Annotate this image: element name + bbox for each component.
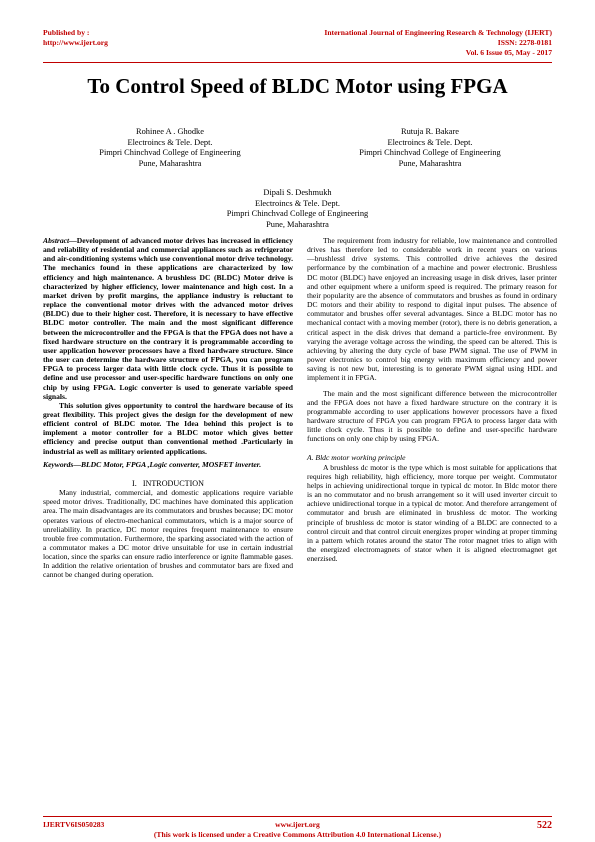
author-name: Rutuja R. Bakare — [401, 127, 459, 136]
header-rule — [43, 62, 552, 63]
paper-title: To Control Speed of BLDC Motor using FPGA — [87, 74, 508, 98]
left-column — [43, 236, 293, 580]
author-place: Pune, Maharashtra — [266, 219, 329, 229]
section-heading — [43, 479, 293, 488]
header-right — [324, 28, 552, 58]
author-block — [200, 188, 395, 230]
author-dept: Electroincs & Tele. Dept. — [387, 137, 473, 147]
author-block — [85, 127, 255, 169]
author-dept: Electroincs & Tele. Dept. — [254, 198, 341, 208]
body-paragraph: The requirement from industry for reliable, low maintenance and controlled drives has therefore led to considerable work in recent years on various ―brushless‖ drive systems. This controlled drive achieves the desired performance by the combination of a machine and power electronic. Brushless DC motor (BLDC) have enjoyed an increasing usage in disk drives, laser printer and other equipment where a uniform speed is required. The primary reason for their popularity are the absence of commutators and brushes as found in ordinary DC motors and their ability to respond to digital input pulses. The absence of commutator and brushes offer several advantages. Since a BLDC motor has no mechanical contact with a moving member (rotor), there is no debris generation, a critical aspect in the disk drives that demand a particle-free environment. By varying the average voltage across the winding, the speed can be altered. This is achieving by altering the duty cycle of base PWM signal. The use of PWM in power electronics to control big energy with maximum efficiency and power saving is not new but, interesting is to generate PWM signal using HDL and implement it in FPGA. — [307, 236, 557, 383]
publisher-label: Published by : — [43, 28, 90, 37]
abstract-paragraph-2: This solution gives opportunity to control the hardware because of its great flexibility. This project gives the design for the development of new efficient control of BLDC motor. The Idea behind this project is to implement a motor controller for a BLDC motor which gives better efficiency and precise output than conventional method .Particularly in industrial as well as military oriented applications. — [43, 400, 293, 456]
abstract-label: Abstract — [43, 236, 70, 245]
journal-url-link[interactable]: http://www.ijert.org — [43, 38, 108, 47]
abstract-text: —Development of advanced motor drives has increased in efficiency and reliability of residential and commercial appliances such as refrigerator and air-conditioning systems which use conventional motor drive technology. The mechanics found in these applications are characterized by low efficiency and high maintenance. A brushless DC (BLDC) Motor drive is characterized by higher efficiency, lower maintenance and high cost. In a market driven by profit margins, the appliance industry is reluctant to replace the conventional motor drives with the advanced motor drives (BLDC) due to their higher cost. Therefore, it is necessary to have effective BLDC motor controller. The main and the most significant difference between the microcontroller and the FPGA is that the FPGA does not have a fixed hardware structure on the contrary it is programmable according to user application however processors have a fixed hardware structure. Since the user can determine the hardware structure of FPGA, you can program FPGA to process larger data with little clock cycle. Thus it is possible to define and use processor and user-specific hardware functions on only one chip by using FPGA. Logic converter is used to generate variable speed signals. — [43, 236, 293, 401]
author-name: Dipali S. Deshmukh — [263, 188, 332, 197]
page-number: 522 — [537, 820, 552, 831]
intro-paragraph: Many industrial, commercial, and domestic applications require variable speed motor drives. Traditionally, DC machines have dominated this application area. The main disadvantages are its commutators and brushes because; DC motor operates various of electro-mechanical commutators, which is a major source of unreliability. In practice, DC motor requires frequent maintenance to ensure trouble free commutation. Furthermore, the sparking associated with the action of a commutator makes a DC motor drive unsuitable for use in certain industrial location, since the sparks can ensure radio interference or ignite flammable gases. In addition the relative orientation of brushes and commutator bars are fixed and cannot be changed during operation. — [43, 488, 293, 580]
issn: ISSN: 2278-0181 — [497, 38, 552, 47]
abstract — [43, 236, 293, 401]
right-column — [307, 236, 557, 563]
keywords: Keywords—BLDC Motor, FPGA ,Logic converter, MOSFET inverter. — [43, 459, 262, 469]
volume-issue: Vol. 6 Issue 05, May - 2017 — [465, 48, 552, 57]
header-left — [43, 28, 108, 48]
footer-rule — [43, 816, 552, 817]
author-dept: Electroincs & Tele. Dept. — [127, 137, 213, 147]
subsection-heading: A. Bldc motor working principle — [307, 453, 406, 463]
author-name: Rohinee A . Ghodke — [136, 127, 204, 136]
footer-center — [43, 820, 552, 840]
footer-url-link[interactable]: www.ijert.org — [275, 820, 320, 829]
section-number: I. — [132, 478, 137, 488]
body-paragraph: The main and the most significant difference between the microcontroller and the FPGA does not have a fixed hardware structure on the contrary it is programmable according to user applications however processors have a fixed hardware structure of FPGA you can program FPGA to process larger data with little clock cycle. Thus it is possible to define and user-specific hardware functions on only one chip by using FPGA. — [307, 388, 557, 444]
author-place: Pune, Maharashtra — [138, 158, 202, 168]
author-college: Pimpri Chinchvad College of Engineering — [226, 209, 369, 219]
author-college: Pimpri Chinchvad College of Engineering — [99, 148, 241, 158]
license-text: (This work is licensed under a Creative Commons Attribution 4.0 International License.) — [153, 830, 442, 839]
author-block — [335, 127, 525, 169]
paper-id: IJERTV6IS050283 — [43, 820, 105, 829]
section-title: INTRODUCTION — [142, 478, 204, 488]
journal-name: International Journal of Engineering Research & Technology (IJERT) — [324, 28, 552, 37]
author-college: Pimpri Chinchvad College of Engineering — [359, 148, 501, 158]
body-paragraph: A brushless dc motor is the type which is most suitable for applications that requires high reliability, high efficiency, more torque per weight. Commutator helps in achieving unidirectional torque in typical dc motor. In Bldc motor there is an no commutator and no brush arrangement so it will used inverter circuit to achieve unidirectional torque in a typical dc motor. And therefore arrangement of commutator and brush are eliminated in brushless dc motor. The working principle of brushless dc motor is stator winding of a BLDC are connected to a control circuit and that control circuit energizes proper winding at proper timming in a pattern which rotates around the stator The rotor magnet tries to align with the energized electromagnets of stator when it is aligned electromagnet get enerzised. — [307, 462, 557, 564]
author-place: Pune, Maharashtra — [398, 158, 462, 168]
